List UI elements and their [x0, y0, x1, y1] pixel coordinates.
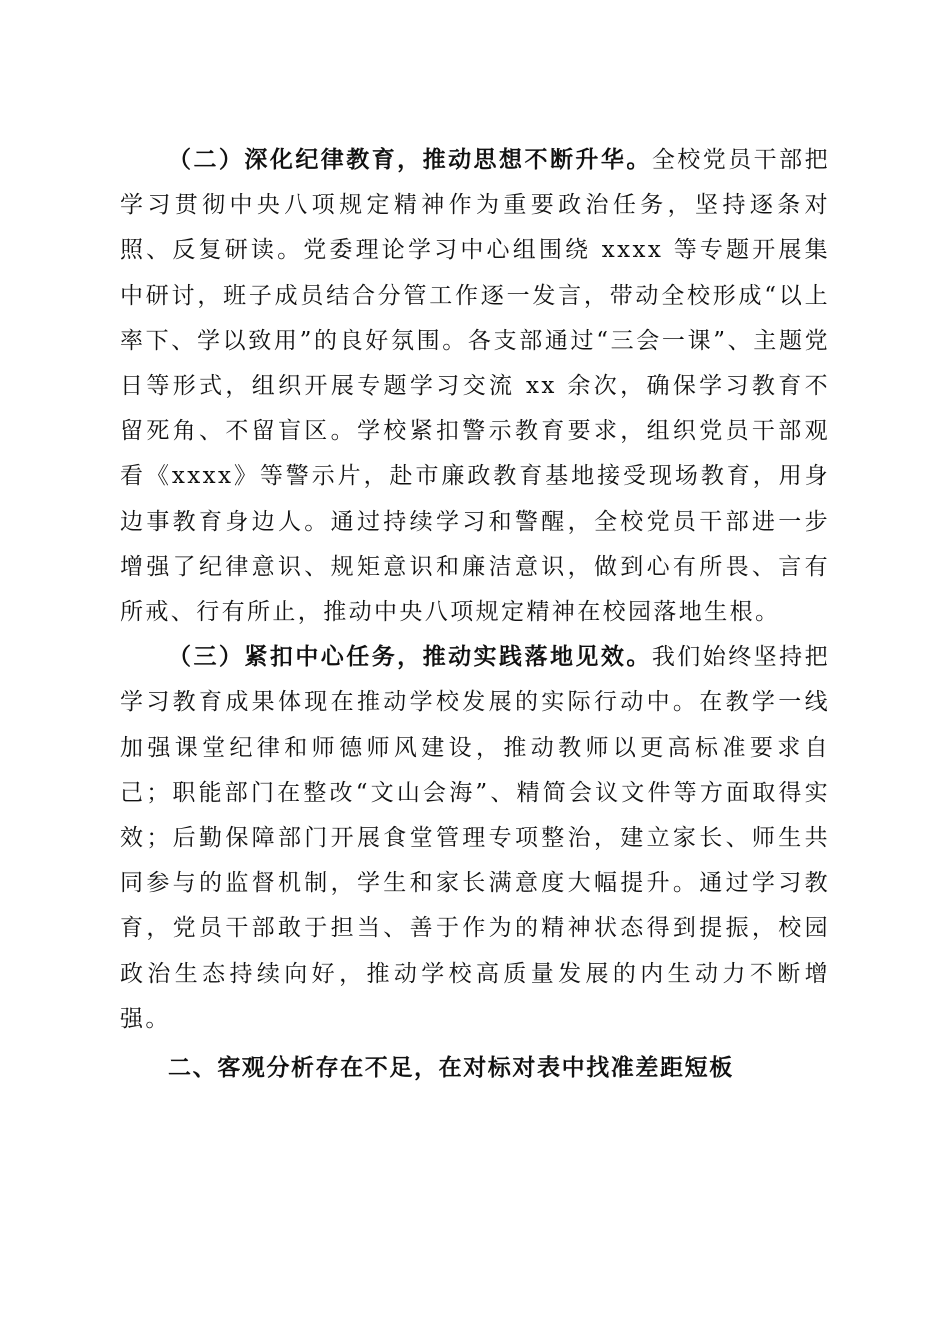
- document-body: [120, 138, 830, 1091]
- section-heading: 二、客观分析存在不足，在对标对表中找准差距短板: [168, 1055, 734, 1082]
- paragraph-lead-heading: （二）深化纪律教育，推动思想不断升华。: [168, 147, 652, 173]
- paragraph-discipline-education: [120, 138, 830, 635]
- paragraph-text: 全校党员干部把学习贯彻中央八项规定精神作为重要政治任务，坚持逐条对照、反复研读。党委理论学习中心组围绕 xxxx 等专题开展集中研讨，班子成员结合分管工作逐一发言，带动全校形成“以上率下、学以致用”的良好氛围。各支部通过“三会一课”、主题党日等形式，组织开展专题学习交流 xx 余次，确保学习教育不留死角、不留盲区。学校紧扣警示教育要求，组织党员干部观看《xxxx》等警示片，赴市廉政教育基地接受现场教育，用身边事教育身边人。通过持续学习和警醒，全校党员干部进一步增强了纪律意识、规矩意识和廉洁意识，做到心有所畏、言有所戒、行有所止，推动中央八项规定精神在校园落地生根。: [120, 147, 830, 626]
- paragraph-lead-heading: （三）紧扣中心任务，推动实践落地见效。: [168, 644, 652, 671]
- paragraph-text: 我们始终坚持把学习教育成果体现在推动学校发展的实际行动中。在教学一线加强课堂纪律和师德师风建设，推动教师以更高标准要求自己；职能部门在整改“文山会海”、精简会议文件等方面取得实效；后勤保障部门开展食堂管理专项整治，建立家长、师生共同参与的监督机制，学生和家长满意度大幅提升。通过学习教育，党员干部敢于担当、善于作为的精神状态得到提振，校园政治生态持续向好，推动学校高质量发展的内生动力不断增强。: [120, 644, 830, 1032]
- paragraph-central-tasks: [120, 635, 830, 1042]
